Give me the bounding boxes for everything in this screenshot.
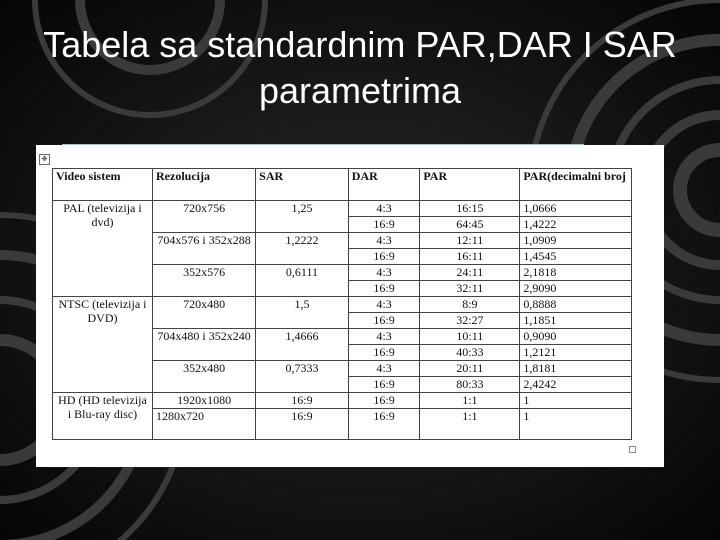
dar-cell: 16:9 bbox=[348, 313, 420, 329]
sar-cell: 16:9 bbox=[256, 409, 349, 440]
par-decimal-cell: 1 bbox=[520, 409, 632, 440]
sar-cell: 1,5 bbox=[256, 297, 349, 329]
resolution-cell: 720x480 bbox=[153, 297, 256, 329]
par-cell: 32:27 bbox=[420, 313, 520, 329]
par-decimal-cell: 0,8888 bbox=[520, 297, 632, 313]
sar-cell: 0,6111 bbox=[256, 265, 349, 297]
par-cell: 24:11 bbox=[420, 265, 520, 281]
sar-cell: 1,2222 bbox=[256, 233, 349, 265]
par-cell: 20:11 bbox=[420, 361, 520, 377]
table-resize-handle-icon[interactable] bbox=[629, 446, 636, 453]
par-cell: 12:11 bbox=[420, 233, 520, 249]
slide-title bbox=[20, 22, 700, 114]
par-cell: 40:33 bbox=[420, 345, 520, 361]
video-system-cell: HD (HD televizija i Blu-ray disc) bbox=[53, 393, 153, 440]
table-row bbox=[53, 393, 632, 409]
par-decimal-cell: 0,9090 bbox=[520, 329, 632, 345]
dar-cell: 4:3 bbox=[348, 201, 420, 217]
par-decimal-cell: 2,9090 bbox=[520, 281, 632, 297]
sar-cell: 1,25 bbox=[256, 201, 349, 233]
dar-cell: 4:3 bbox=[348, 297, 420, 313]
resolution-cell: 1920x1080 bbox=[153, 393, 256, 409]
table-row bbox=[53, 201, 632, 217]
table-move-handle-icon[interactable]: ✥ bbox=[39, 154, 50, 165]
header-par-decimal: PAR(decimalni broj bbox=[520, 169, 632, 201]
dar-cell: 16:9 bbox=[348, 217, 420, 233]
table-image bbox=[36, 145, 664, 467]
par-decimal-cell: 1,1851 bbox=[520, 313, 632, 329]
par-cell: 10:11 bbox=[420, 329, 520, 345]
par-cell: 64:45 bbox=[420, 217, 520, 233]
sar-cell: 16:9 bbox=[256, 393, 349, 409]
slide-title-line-1: Tabela sa standardnim PAR,DAR I SAR bbox=[43, 24, 677, 65]
header-dar: DAR bbox=[348, 169, 420, 201]
table-row bbox=[53, 297, 632, 313]
par-cell: 8:9 bbox=[420, 297, 520, 313]
resolution-cell: 704x576 i 352x288 bbox=[153, 233, 256, 265]
par-decimal-cell: 1,2121 bbox=[520, 345, 632, 361]
dar-cell: 16:9 bbox=[348, 377, 420, 393]
video-system-cell: NTSC (televizija i DVD) bbox=[53, 297, 153, 393]
par-cell: 16:11 bbox=[420, 249, 520, 265]
dar-cell: 16:9 bbox=[348, 345, 420, 361]
dar-cell: 16:9 bbox=[348, 249, 420, 265]
resolution-cell: 352x576 bbox=[153, 265, 256, 297]
dar-cell: 4:3 bbox=[348, 361, 420, 377]
par-cell: 32:11 bbox=[420, 281, 520, 297]
dar-cell: 4:3 bbox=[348, 329, 420, 345]
par-decimal-cell: 1,8181 bbox=[520, 361, 632, 377]
resolution-cell: 352x480 bbox=[153, 361, 256, 393]
par-dar-sar-table bbox=[52, 168, 632, 440]
dar-cell: 16:9 bbox=[348, 281, 420, 297]
video-system-cell: PAL (televizija i dvd) bbox=[53, 201, 153, 297]
par-decimal-cell: 1,4222 bbox=[520, 217, 632, 233]
dar-cell: 4:3 bbox=[348, 233, 420, 249]
par-cell: 1:1 bbox=[420, 393, 520, 409]
resolution-cell: 1280x720 bbox=[153, 409, 256, 440]
par-cell: 80:33 bbox=[420, 377, 520, 393]
par-decimal-cell: 1,4545 bbox=[520, 249, 632, 265]
table-header-row bbox=[53, 169, 632, 201]
par-cell: 1:1 bbox=[420, 409, 520, 440]
par-decimal-cell: 1 bbox=[520, 393, 632, 409]
dar-cell: 16:9 bbox=[348, 393, 420, 409]
par-decimal-cell: 1,0666 bbox=[520, 201, 632, 217]
par-decimal-cell: 1,0909 bbox=[520, 233, 632, 249]
sar-cell: 1,4666 bbox=[256, 329, 349, 361]
header-sar: SAR bbox=[256, 169, 349, 201]
dar-cell: 16:9 bbox=[348, 409, 420, 440]
par-decimal-cell: 2,4242 bbox=[520, 377, 632, 393]
sar-cell: 0,7333 bbox=[256, 361, 349, 393]
header-resolution: Rezolucija bbox=[153, 169, 256, 201]
par-decimal-cell: 2,1818 bbox=[520, 265, 632, 281]
resolution-cell: 704x480 i 352x240 bbox=[153, 329, 256, 361]
par-cell: 16:15 bbox=[420, 201, 520, 217]
resolution-cell: 720x756 bbox=[153, 201, 256, 233]
header-par: PAR bbox=[420, 169, 520, 201]
dar-cell: 4:3 bbox=[348, 265, 420, 281]
slide-title-line-2: parametrima bbox=[258, 70, 462, 111]
header-video-system: Video sistem bbox=[53, 169, 153, 201]
